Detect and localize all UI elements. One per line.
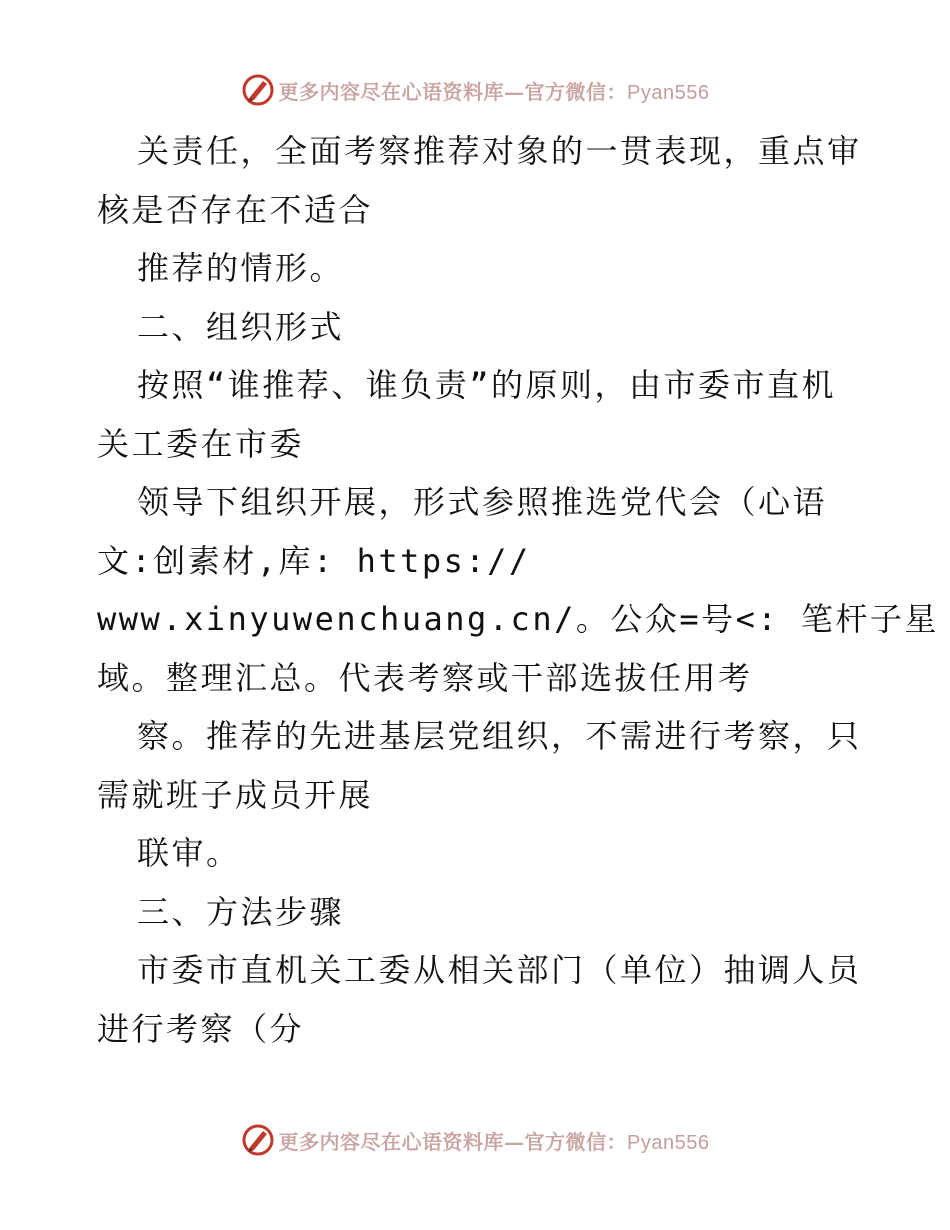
brush-logo-icon [241,73,275,107]
wechat-id: Pyan556 [627,81,710,104]
footer-banner-text: 更多内容尽在心语资料库—官方微信：Pyan556 [278,1129,710,1154]
text-line: 按照“谁推荐、谁负责”的原则，由市委市直机 [137,366,837,404]
text-line: 进行考察（分 [97,1009,305,1048]
text-line: 领导下组织开展，形式参照推选党代会（心语 [137,483,828,521]
brush-logo-icon [241,1123,275,1157]
text-line: 核是否存在不适合 [97,190,374,229]
text-line: 需就班子成员开展 [97,775,374,814]
text-line: 二、组织形式 [137,307,345,346]
header-banner [0,70,950,110]
document-body [97,122,939,1058]
text-line: 三、方法步骤 [137,892,345,931]
footer-banner [0,1120,950,1160]
text-line: 察。推荐的先进基层党组织，不需进行考察，只 [137,717,862,755]
text-line: 关工委在市委 [97,424,305,463]
text-line: 推荐的情形。 [137,249,345,287]
text-line: www.xinyuwenchuang.cn/。公众=号<: 笔杆子星 [97,600,939,638]
text-line: 市委市直机关工委从相关部门（单位）抽调人员 [137,951,862,989]
text-line: 关责任，全面考察推荐对象的一贯表现，重点审 [137,132,862,170]
wechat-id: Pyan556 [627,1131,710,1154]
text-line: 域。整理汇总。代表考察或干部选拔任用考 [97,658,753,697]
text-line: 联审。 [137,834,241,872]
header-banner-text: 更多内容尽在心语资料库—官方微信：Pyan556 [278,79,710,104]
text-line: 文:创素材,库: https:// [97,541,531,580]
